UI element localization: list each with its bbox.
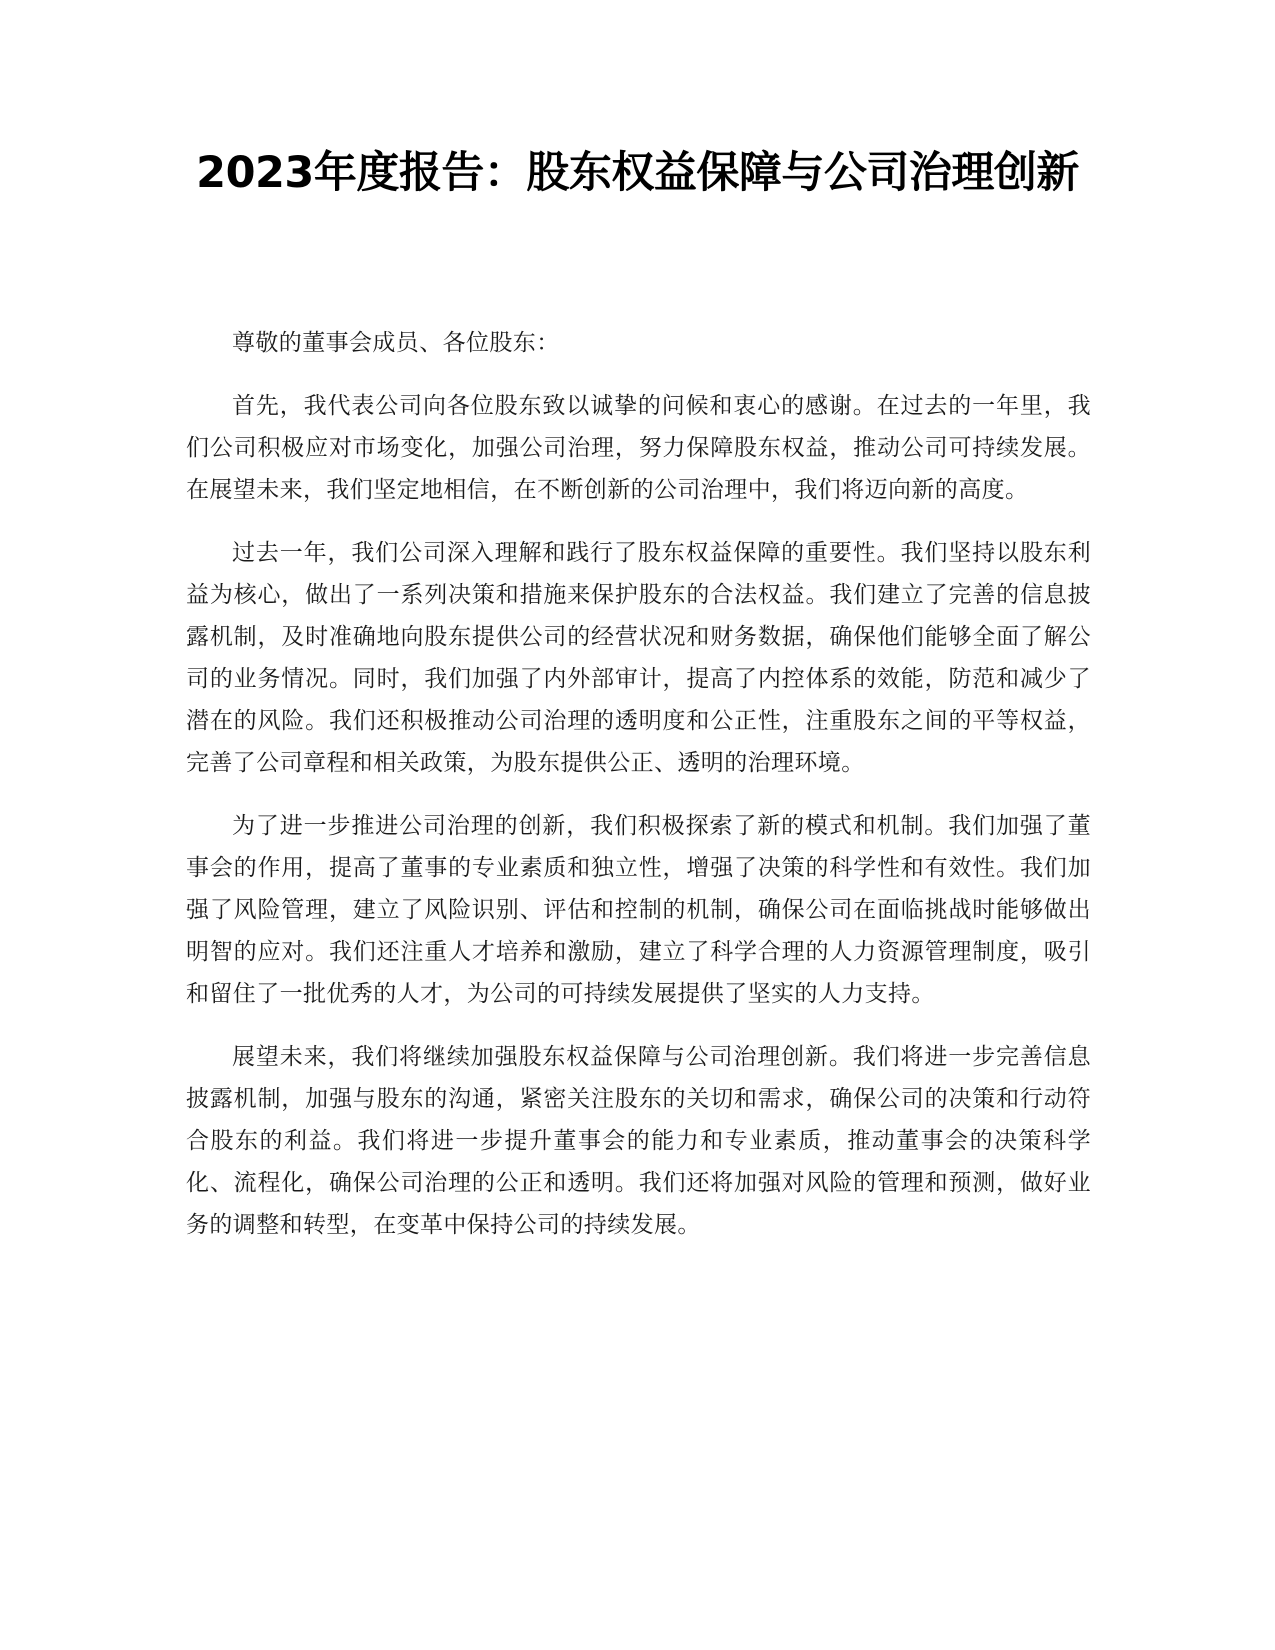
document-body: [186, 322, 1091, 1267]
paragraph-shareholder-rights: 过去一年，我们公司深入理解和践行了股东权益保障的重要性。我们坚持以股东利益为核心，做出了一系列决策和措施来保护股东的合法权益。我们建立了完善的信息披露机制，及时准确地向股东提供公司的经营状况和财务数据，确保他们能够全面了解公司的业务情况。同时，我们加强了内外部审计，提高了内控体系的效能，防范和减少了潜在的风险。我们还积极推动公司治理的透明度和公正性，注重股东之间的平等权益，完善了公司章程和相关政策，为股东提供公正、透明的治理环境。: [186, 540, 1091, 776]
paragraph-governance-innovation: 为了进一步推进公司治理的创新，我们积极探索了新的模式和机制。我们加强了董事会的作用，提高了董事的专业素质和独立性，增强了决策的科学性和有效性。我们加强了风险管理，建立了风险识别、评估和控制的机制，确保公司在面临挑战时能够做出明智的应对。我们还注重人才培养和激励，建立了科学合理的人力资源管理制度，吸引和留住了一批优秀的人才，为公司的可持续发展提供了坚实的人力支持。: [186, 813, 1091, 1007]
paragraph-intro: 首先，我代表公司向各位股东致以诚挚的问候和衷心的感谢。在过去的一年里，我们公司积极应对市场变化，加强公司治理，努力保障股东权益，推动公司可持续发展。在展望未来，我们坚定地相信，在不断创新的公司治理中，我们将迈向新的高度。: [186, 393, 1091, 503]
salutation: 尊敬的董事会成员、各位股东：: [232, 330, 560, 356]
paragraph-outlook: 展望未来，我们将继续加强股东权益保障与公司治理创新。我们将进一步完善信息披露机制，加强与股东的沟通，紧密关注股东的关切和需求，确保公司的决策和行动符合股东的利益。我们将进一步提升董事会的能力和专业素质，推动董事会的决策科学化、流程化，确保公司治理的公正和透明。我们还将加强对风险的管理和预测，做好业务的调整和转型，在变革中保持公司的持续发展。: [186, 1044, 1091, 1238]
document-title: 2023年度报告：股东权益保障与公司治理创新: [196, 148, 1079, 198]
